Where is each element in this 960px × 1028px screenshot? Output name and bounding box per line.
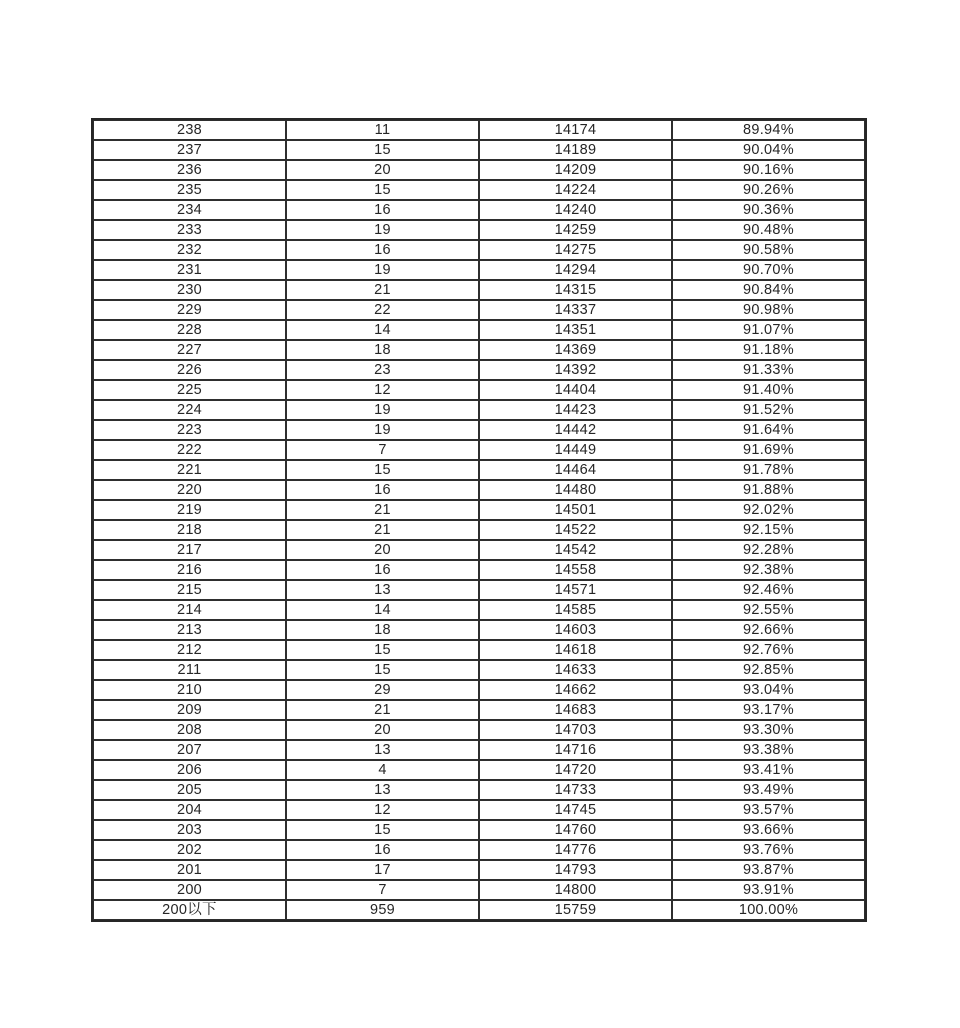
cell-count: 18 bbox=[286, 620, 479, 640]
table-row bbox=[93, 900, 865, 920]
cell-score: 236 bbox=[93, 160, 286, 180]
cell-score: 233 bbox=[93, 220, 286, 240]
table-row bbox=[93, 720, 865, 740]
cell-cumulative: 14423 bbox=[479, 400, 672, 420]
cell-score: 234 bbox=[93, 200, 286, 220]
cell-count: 15 bbox=[286, 660, 479, 680]
cell-cumulative: 14733 bbox=[479, 780, 672, 800]
table-row bbox=[93, 360, 865, 380]
cell-score: 200以下 bbox=[93, 900, 286, 920]
score-table-container bbox=[91, 118, 867, 922]
cell-cumulative: 14760 bbox=[479, 820, 672, 840]
cell-cumulative: 14542 bbox=[479, 540, 672, 560]
table-row bbox=[93, 420, 865, 440]
cell-count: 18 bbox=[286, 340, 479, 360]
table-row bbox=[93, 860, 865, 880]
table-row bbox=[93, 280, 865, 300]
cell-score: 211 bbox=[93, 660, 286, 680]
table-row bbox=[93, 480, 865, 500]
cell-cumulative: 14294 bbox=[479, 260, 672, 280]
cell-cumulative: 14716 bbox=[479, 740, 672, 760]
cell-percentage: 91.52% bbox=[672, 400, 865, 420]
cell-count: 14 bbox=[286, 600, 479, 620]
cell-percentage: 90.36% bbox=[672, 200, 865, 220]
cell-percentage: 93.87% bbox=[672, 860, 865, 880]
cell-score: 226 bbox=[93, 360, 286, 380]
cell-cumulative: 14224 bbox=[479, 180, 672, 200]
cell-percentage: 90.16% bbox=[672, 160, 865, 180]
cell-percentage: 90.84% bbox=[672, 280, 865, 300]
cell-percentage: 91.69% bbox=[672, 440, 865, 460]
table-row bbox=[93, 660, 865, 680]
cell-cumulative: 14259 bbox=[479, 220, 672, 240]
cell-count: 15 bbox=[286, 640, 479, 660]
table-row bbox=[93, 560, 865, 580]
cell-count: 21 bbox=[286, 500, 479, 520]
cell-cumulative: 14337 bbox=[479, 300, 672, 320]
cell-cumulative: 14793 bbox=[479, 860, 672, 880]
cell-cumulative: 15759 bbox=[479, 900, 672, 920]
cell-score: 218 bbox=[93, 520, 286, 540]
cell-score: 219 bbox=[93, 500, 286, 520]
cell-cumulative: 14275 bbox=[479, 240, 672, 260]
cell-count: 7 bbox=[286, 880, 479, 900]
cell-cumulative: 14720 bbox=[479, 760, 672, 780]
cell-count: 15 bbox=[286, 820, 479, 840]
cell-count: 16 bbox=[286, 560, 479, 580]
table-row bbox=[93, 440, 865, 460]
cell-score: 216 bbox=[93, 560, 286, 580]
cell-score: 223 bbox=[93, 420, 286, 440]
cell-count: 15 bbox=[286, 140, 479, 160]
cell-percentage: 93.17% bbox=[672, 700, 865, 720]
cell-percentage: 93.41% bbox=[672, 760, 865, 780]
cell-count: 19 bbox=[286, 400, 479, 420]
cell-percentage: 90.26% bbox=[672, 180, 865, 200]
cell-cumulative: 14209 bbox=[479, 160, 672, 180]
cell-cumulative: 14618 bbox=[479, 640, 672, 660]
cell-score: 227 bbox=[93, 340, 286, 360]
table-row bbox=[93, 800, 865, 820]
cell-percentage: 92.66% bbox=[672, 620, 865, 640]
cell-cumulative: 14633 bbox=[479, 660, 672, 680]
cell-cumulative: 14392 bbox=[479, 360, 672, 380]
cell-percentage: 93.57% bbox=[672, 800, 865, 820]
cell-score: 230 bbox=[93, 280, 286, 300]
cell-percentage: 90.70% bbox=[672, 260, 865, 280]
cell-cumulative: 14369 bbox=[479, 340, 672, 360]
cell-count: 12 bbox=[286, 800, 479, 820]
table-row bbox=[93, 400, 865, 420]
cell-score: 204 bbox=[93, 800, 286, 820]
cell-score: 214 bbox=[93, 600, 286, 620]
cell-percentage: 92.85% bbox=[672, 660, 865, 680]
table-row bbox=[93, 180, 865, 200]
cell-score: 210 bbox=[93, 680, 286, 700]
cell-score: 202 bbox=[93, 840, 286, 860]
cell-cumulative: 14449 bbox=[479, 440, 672, 460]
cell-cumulative: 14351 bbox=[479, 320, 672, 340]
table-row bbox=[93, 820, 865, 840]
cell-count: 16 bbox=[286, 840, 479, 860]
cell-score: 212 bbox=[93, 640, 286, 660]
cell-cumulative: 14501 bbox=[479, 500, 672, 520]
table-row bbox=[93, 540, 865, 560]
cell-count: 21 bbox=[286, 280, 479, 300]
cell-count: 22 bbox=[286, 300, 479, 320]
cell-cumulative: 14585 bbox=[479, 600, 672, 620]
cell-percentage: 100.00% bbox=[672, 900, 865, 920]
table-row bbox=[93, 260, 865, 280]
cell-count: 11 bbox=[286, 120, 479, 140]
cell-score: 238 bbox=[93, 120, 286, 140]
table-row bbox=[93, 680, 865, 700]
table-row bbox=[93, 320, 865, 340]
cell-percentage: 92.76% bbox=[672, 640, 865, 660]
cell-cumulative: 14442 bbox=[479, 420, 672, 440]
cell-cumulative: 14480 bbox=[479, 480, 672, 500]
table-row bbox=[93, 740, 865, 760]
cell-count: 7 bbox=[286, 440, 479, 460]
cell-score: 207 bbox=[93, 740, 286, 760]
cell-score: 200 bbox=[93, 880, 286, 900]
cell-percentage: 91.64% bbox=[672, 420, 865, 440]
table-row bbox=[93, 620, 865, 640]
cell-count: 19 bbox=[286, 260, 479, 280]
table-row bbox=[93, 300, 865, 320]
cell-percentage: 91.07% bbox=[672, 320, 865, 340]
cell-count: 13 bbox=[286, 580, 479, 600]
table-row bbox=[93, 760, 865, 780]
cell-percentage: 90.48% bbox=[672, 220, 865, 240]
cell-cumulative: 14240 bbox=[479, 200, 672, 220]
cell-count: 14 bbox=[286, 320, 479, 340]
cell-cumulative: 14558 bbox=[479, 560, 672, 580]
cell-percentage: 91.18% bbox=[672, 340, 865, 360]
cell-count: 19 bbox=[286, 220, 479, 240]
cell-cumulative: 14662 bbox=[479, 680, 672, 700]
cell-percentage: 90.98% bbox=[672, 300, 865, 320]
cell-score: 220 bbox=[93, 480, 286, 500]
cell-percentage: 93.49% bbox=[672, 780, 865, 800]
cell-count: 21 bbox=[286, 520, 479, 540]
table-row bbox=[93, 120, 865, 140]
cell-cumulative: 14776 bbox=[479, 840, 672, 860]
cell-percentage: 92.02% bbox=[672, 500, 865, 520]
cell-score: 209 bbox=[93, 700, 286, 720]
table-row bbox=[93, 780, 865, 800]
cell-score: 222 bbox=[93, 440, 286, 460]
cell-score: 225 bbox=[93, 380, 286, 400]
cell-percentage: 92.38% bbox=[672, 560, 865, 580]
table-row bbox=[93, 600, 865, 620]
cell-percentage: 92.15% bbox=[672, 520, 865, 540]
cell-score: 205 bbox=[93, 780, 286, 800]
cell-count: 17 bbox=[286, 860, 479, 880]
cell-percentage: 93.30% bbox=[672, 720, 865, 740]
cell-count: 29 bbox=[286, 680, 479, 700]
table-row bbox=[93, 380, 865, 400]
cell-percentage: 93.38% bbox=[672, 740, 865, 760]
cell-count: 15 bbox=[286, 460, 479, 480]
table-row bbox=[93, 460, 865, 480]
cell-cumulative: 14571 bbox=[479, 580, 672, 600]
score-distribution-table bbox=[91, 118, 867, 922]
cell-percentage: 91.78% bbox=[672, 460, 865, 480]
cell-count: 4 bbox=[286, 760, 479, 780]
cell-count: 20 bbox=[286, 540, 479, 560]
score-table-body bbox=[93, 120, 865, 920]
cell-count: 23 bbox=[286, 360, 479, 380]
cell-score: 215 bbox=[93, 580, 286, 600]
cell-percentage: 91.33% bbox=[672, 360, 865, 380]
cell-score: 228 bbox=[93, 320, 286, 340]
cell-score: 221 bbox=[93, 460, 286, 480]
cell-score: 201 bbox=[93, 860, 286, 880]
cell-score: 229 bbox=[93, 300, 286, 320]
table-row bbox=[93, 160, 865, 180]
cell-count: 19 bbox=[286, 420, 479, 440]
cell-cumulative: 14315 bbox=[479, 280, 672, 300]
cell-percentage: 89.94% bbox=[672, 120, 865, 140]
cell-percentage: 93.04% bbox=[672, 680, 865, 700]
table-row bbox=[93, 840, 865, 860]
cell-percentage: 93.76% bbox=[672, 840, 865, 860]
cell-percentage: 91.40% bbox=[672, 380, 865, 400]
table-row bbox=[93, 500, 865, 520]
table-row bbox=[93, 700, 865, 720]
cell-count: 16 bbox=[286, 200, 479, 220]
table-row bbox=[93, 140, 865, 160]
cell-count: 12 bbox=[286, 380, 479, 400]
cell-percentage: 90.04% bbox=[672, 140, 865, 160]
cell-cumulative: 14800 bbox=[479, 880, 672, 900]
table-row bbox=[93, 880, 865, 900]
cell-count: 13 bbox=[286, 780, 479, 800]
cell-cumulative: 14404 bbox=[479, 380, 672, 400]
cell-score: 217 bbox=[93, 540, 286, 560]
table-row bbox=[93, 580, 865, 600]
cell-count: 20 bbox=[286, 720, 479, 740]
cell-count: 15 bbox=[286, 180, 479, 200]
table-row bbox=[93, 520, 865, 540]
table-row bbox=[93, 220, 865, 240]
cell-score: 232 bbox=[93, 240, 286, 260]
cell-count: 21 bbox=[286, 700, 479, 720]
cell-percentage: 90.58% bbox=[672, 240, 865, 260]
cell-cumulative: 14189 bbox=[479, 140, 672, 160]
cell-cumulative: 14703 bbox=[479, 720, 672, 740]
table-row bbox=[93, 340, 865, 360]
cell-cumulative: 14522 bbox=[479, 520, 672, 540]
cell-cumulative: 14464 bbox=[479, 460, 672, 480]
cell-count: 13 bbox=[286, 740, 479, 760]
cell-percentage: 93.66% bbox=[672, 820, 865, 840]
cell-cumulative: 14174 bbox=[479, 120, 672, 140]
cell-percentage: 91.88% bbox=[672, 480, 865, 500]
cell-count: 16 bbox=[286, 480, 479, 500]
table-row bbox=[93, 240, 865, 260]
cell-score: 224 bbox=[93, 400, 286, 420]
cell-score: 203 bbox=[93, 820, 286, 840]
cell-score: 231 bbox=[93, 260, 286, 280]
cell-cumulative: 14603 bbox=[479, 620, 672, 640]
cell-percentage: 93.91% bbox=[672, 880, 865, 900]
cell-cumulative: 14745 bbox=[479, 800, 672, 820]
cell-score: 206 bbox=[93, 760, 286, 780]
cell-score: 237 bbox=[93, 140, 286, 160]
cell-count: 16 bbox=[286, 240, 479, 260]
cell-score: 213 bbox=[93, 620, 286, 640]
cell-percentage: 92.55% bbox=[672, 600, 865, 620]
table-row bbox=[93, 640, 865, 660]
cell-score: 208 bbox=[93, 720, 286, 740]
cell-percentage: 92.46% bbox=[672, 580, 865, 600]
cell-count: 959 bbox=[286, 900, 479, 920]
cell-score: 235 bbox=[93, 180, 286, 200]
cell-percentage: 92.28% bbox=[672, 540, 865, 560]
cell-count: 20 bbox=[286, 160, 479, 180]
cell-cumulative: 14683 bbox=[479, 700, 672, 720]
table-row bbox=[93, 200, 865, 220]
